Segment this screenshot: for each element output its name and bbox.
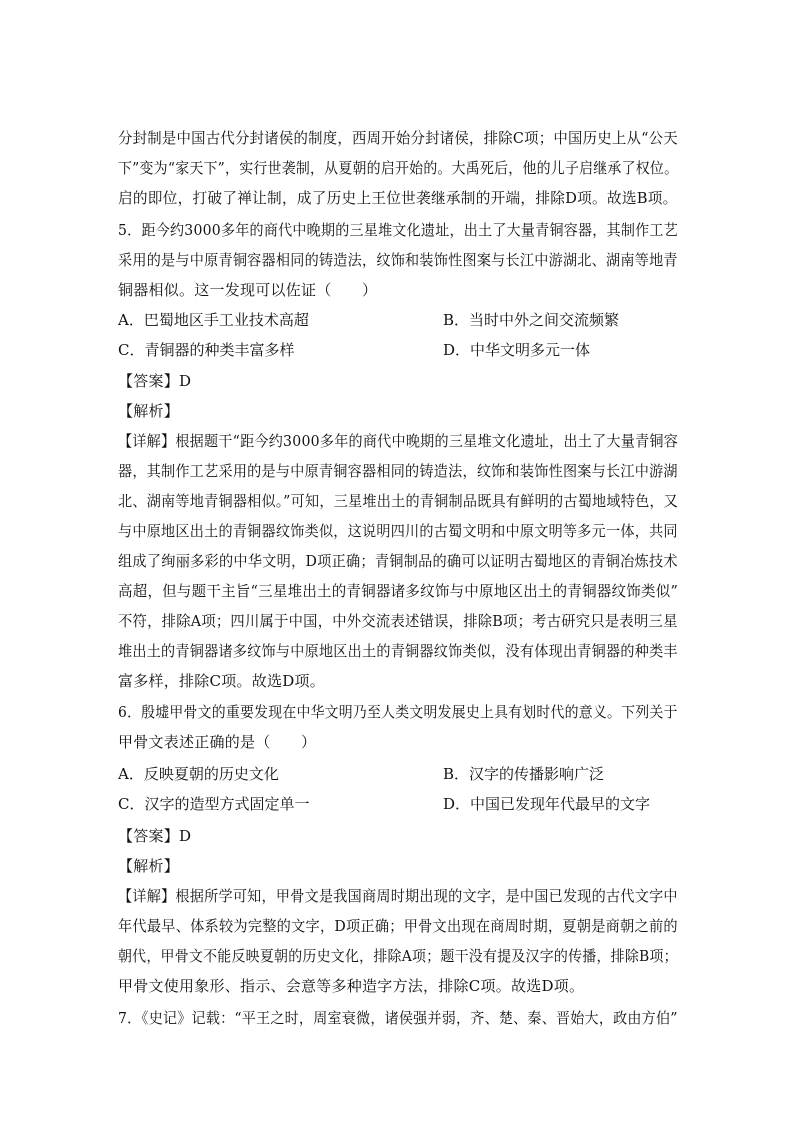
question-5-detail-line: 器，其制作工艺采用的是与中原青铜容器相同的铸造法，纹饰和装饰性图案与长江中游湖 [118, 462, 678, 480]
question-6-option-b: B．汉字的传播影响广泛 [443, 765, 605, 783]
question-5-option-c: C．青铜器的种类丰富多样 [118, 341, 295, 359]
question-6-detail-line: 朝代，甲骨文不能反映夏朝的历史文化，排除A项；题干没有提及汉字的传播，排除B项； [118, 947, 678, 965]
question-5-detail-line: 高超，但与题干主旨“三星堆出土的青铜器诸多纹饰与中原地区出土的青铜器纹饰类似” [118, 582, 679, 600]
question-5-option-d: D．中华文明多元一体 [443, 341, 591, 359]
question-6-detail-line: 甲骨文使用象形、指示、会意等多种造字方法，排除C项。故选D项。 [118, 977, 585, 995]
question-5-detail-line: 与中原地区出土的青铜器纹饰类似，这说明四川的古蜀文明和中原文明等多元一体，共同 [118, 522, 678, 540]
question-5-stem-line: 铜器相似。这一发现可以佐证（ ） [118, 281, 378, 299]
text-line: 下”变为“家天下”，实行世袭制，从夏朝的启开始的。大禹死后，他的儿子启继承了权位。 [118, 159, 679, 177]
question-6-option-a: A．反映夏朝的历史文化 [118, 765, 279, 783]
question-6-stem-line: 6．殷墟甲骨文的重要发现在中华文明乃至人类文明发展史上具有划时代的意义。下列关于 [118, 703, 678, 721]
question-5-option-a: A．巴蜀地区手工业技术高超 [118, 311, 309, 329]
question-5-detail-line: 【详解】根据题干“距今约3000多年的商代中晚期的三星堆文化遗址，出土了大量青铜容 [118, 432, 679, 450]
question-5-detail-line: 堆出土的青铜器诸多纹饰与中原地区出土的青铜器纹饰类似，没有体现出青铜器的种类丰 [118, 642, 678, 660]
text-line: 启的即位，打破了禅让制，成了历史上王位世袭继承制的开端，排除D项。故选B项。 [118, 189, 678, 207]
question-6-analysis-heading: 【解析】 [118, 857, 180, 875]
question-5-answer: 【答案】D [118, 372, 192, 390]
question-5-detail-line: 组成了绚丽多彩的中华文明，D项正确；青铜制品的确可以证明古蜀地区的青铜冶炼技术 [118, 552, 678, 570]
text-line: 分封制是中国古代分封诸侯的制度，西周开始分封诸侯，排除C项；中国历史上从“公天 [118, 129, 678, 147]
question-5-detail-line: 不符，排除A项；四川属于中国，中外交流表述错误，排除B项；考古研究只是表明三星 [118, 612, 678, 630]
question-6-detail-line: 【详解】根据所学可知，甲骨文是我国商周时期出现的文字，是中国已发现的古代文字中 [118, 887, 678, 905]
question-6-answer: 【答案】D [118, 827, 192, 845]
question-6-option-d: D．中国已发现年代最早的文字 [443, 795, 651, 813]
question-5-option-b: B．当时中外之间交流频繁 [443, 311, 620, 329]
question-5-stem-line: 5．距今约3000多年的商代中晚期的三星堆文化遗址，出土了大量青铜容器，其制作工艺 [118, 221, 678, 239]
question-7-stem-line: 7．《史记》记载：“平王之时，周室衰微，诸侯强并弱，齐、楚、秦、晋始大，政由方伯” [118, 1009, 678, 1027]
question-5-analysis-heading: 【解析】 [118, 402, 180, 420]
question-6-detail-line: 年代最早、体系较为完整的文字，D项正确；甲骨文出现在商周时期，夏朝是商朝之前的 [118, 917, 678, 935]
question-6-option-c: C．汉字的造型方式固定单一 [118, 795, 310, 813]
question-5-detail-line: 北、湖南等地青铜器相似。”可知，三星堆出土的青铜制品既具有鲜明的古蜀地域特色，又 [118, 492, 679, 510]
question-5-stem-line: 采用的是与中原青铜容器相同的铸造法，纹饰和装饰性图案与长江中游湖北、湖南等地青 [118, 251, 678, 269]
question-5-detail-line: 富多样，排除C项。故选D项。 [118, 672, 326, 690]
question-6-stem-line: 甲骨文表述正确的是（ ） [118, 733, 317, 751]
